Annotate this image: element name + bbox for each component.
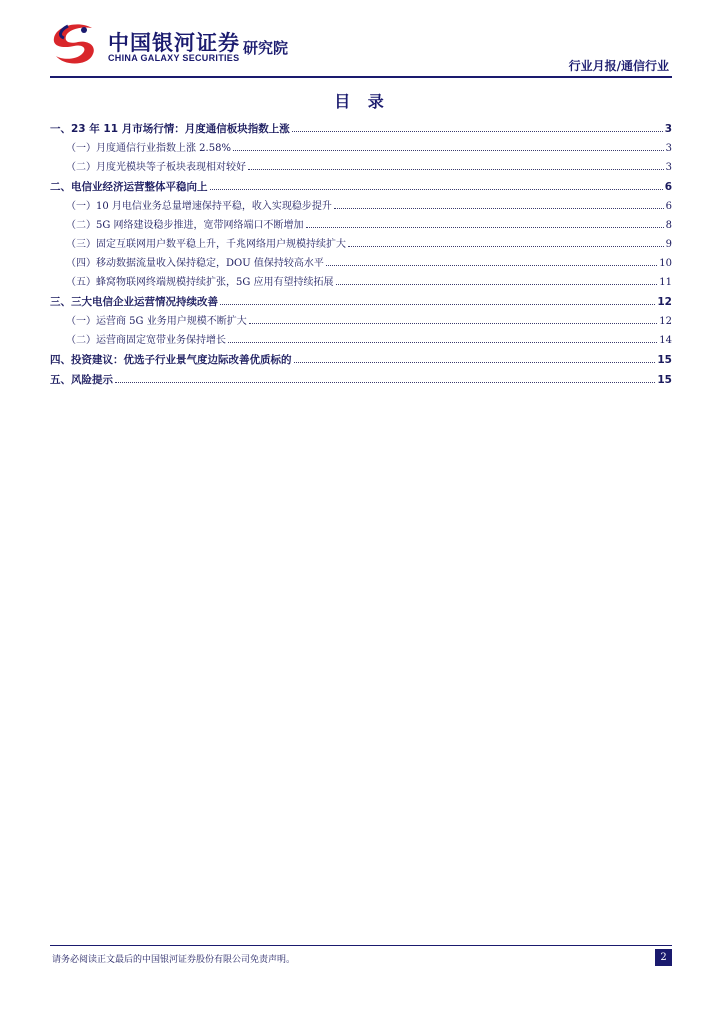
toc-entry-page: 10 xyxy=(659,258,672,269)
toc-entry-page: 15 xyxy=(657,374,672,386)
logo-institute: 研究院 xyxy=(243,39,289,57)
toc-entry[interactable] xyxy=(50,197,672,216)
table-of-contents xyxy=(50,119,672,390)
toc-entry-page: 14 xyxy=(659,335,672,346)
toc-leader-dots xyxy=(248,168,664,170)
toc-entry[interactable] xyxy=(50,292,672,312)
toc-entry-title: （二）月度光模块等子板块表现相对较好 xyxy=(66,162,246,173)
toc-entry-title: （五）蜂窝物联网终端规模持续扩张，5G 应用有望持续拓展 xyxy=(66,277,334,288)
toc-entry[interactable] xyxy=(50,273,672,292)
page-header xyxy=(0,0,724,80)
toc-leader-dots xyxy=(249,322,658,324)
toc-entry[interactable] xyxy=(50,158,672,177)
toc-entry-title: 二、电信业经济运营整体平稳向上 xyxy=(50,181,208,193)
toc-leader-dots xyxy=(233,149,664,151)
toc-leader-dots xyxy=(336,283,658,285)
toc-entry-title: （一）月度通信行业指数上涨 2.58% xyxy=(66,143,231,154)
toc-entry[interactable] xyxy=(50,177,672,197)
toc-entry[interactable] xyxy=(50,139,672,158)
toc-entry-page: 15 xyxy=(657,354,672,366)
toc-entry-page: 3 xyxy=(665,143,672,154)
toc-entry-title: 五、风险提示 xyxy=(50,374,113,386)
toc-entry[interactable] xyxy=(50,216,672,235)
toc-entry-title: （二）运营商固定宽带业务保持增长 xyxy=(66,335,226,346)
page-number: 2 xyxy=(655,949,672,966)
toc-leader-dots xyxy=(294,361,656,363)
header-divider xyxy=(50,76,672,78)
toc-entry[interactable] xyxy=(50,312,672,331)
toc-entry[interactable] xyxy=(50,350,672,370)
toc-entry[interactable] xyxy=(50,331,672,350)
toc-entry-title: 四、投资建议：优选子行业景气度边际改善优质标的 xyxy=(50,354,292,366)
toc-leader-dots xyxy=(326,264,657,266)
toc-leader-dots xyxy=(306,226,664,228)
toc-entry-title: 三、三大电信企业运营情况持续改善 xyxy=(50,296,218,308)
toc-entry-page: 9 xyxy=(665,239,672,250)
toc-leader-dots xyxy=(220,303,655,305)
toc-entry[interactable] xyxy=(50,370,672,390)
logo-chinese-name: 中国银河证券 xyxy=(108,31,240,55)
toc-entry-page: 11 xyxy=(659,277,672,288)
toc-entry-page: 6 xyxy=(664,181,672,193)
toc-leader-dots xyxy=(292,130,663,132)
toc-entry-page: 3 xyxy=(665,162,672,173)
document-type: 行业月报/通信行业 xyxy=(568,59,669,73)
toc-entry-title: （二）5G 网络建设稳步推进，宽带网络端口不断增加 xyxy=(66,220,304,231)
toc-entry-page: 12 xyxy=(659,316,672,327)
toc-entry[interactable] xyxy=(50,254,672,273)
toc-entry-page: 8 xyxy=(665,220,672,231)
disclaimer-note: 请务必阅读正文最后的中国银河证券股份有限公司免责声明。 xyxy=(52,955,296,965)
toc-leader-dots xyxy=(228,341,657,343)
footer-divider xyxy=(50,945,672,946)
toc-title: 目 录 xyxy=(334,92,390,111)
toc-leader-dots xyxy=(348,245,664,247)
toc-entry-title: （四）移动数据流量收入保持稳定，DOU 值保持较高水平 xyxy=(66,258,324,269)
toc-entry-title: （一）10 月电信业务总量增速保持平稳，收入实现稳步提升 xyxy=(66,201,332,212)
toc-entry-title: （一）运营商 5G 业务用户规模不断扩大 xyxy=(66,316,247,327)
toc-leader-dots xyxy=(115,381,655,383)
toc-leader-dots xyxy=(210,188,663,190)
toc-entry-page: 3 xyxy=(664,123,672,135)
toc-entry-page: 12 xyxy=(657,296,672,308)
toc-entry[interactable] xyxy=(50,119,672,139)
toc-entry-title: 一、23 年 11 月市场行情：月度通信板块指数上涨 xyxy=(50,123,290,135)
toc-entry[interactable] xyxy=(50,235,672,254)
toc-leader-dots xyxy=(334,207,664,209)
logo-english-name: CHINA GALAXY SECURITIES xyxy=(108,53,240,63)
toc-entry-title: （三）固定互联网用户数平稳上升，千兆网络用户规模持续扩大 xyxy=(66,239,346,250)
galaxy-logo-icon xyxy=(48,22,100,68)
toc-entry-page: 6 xyxy=(665,201,672,212)
